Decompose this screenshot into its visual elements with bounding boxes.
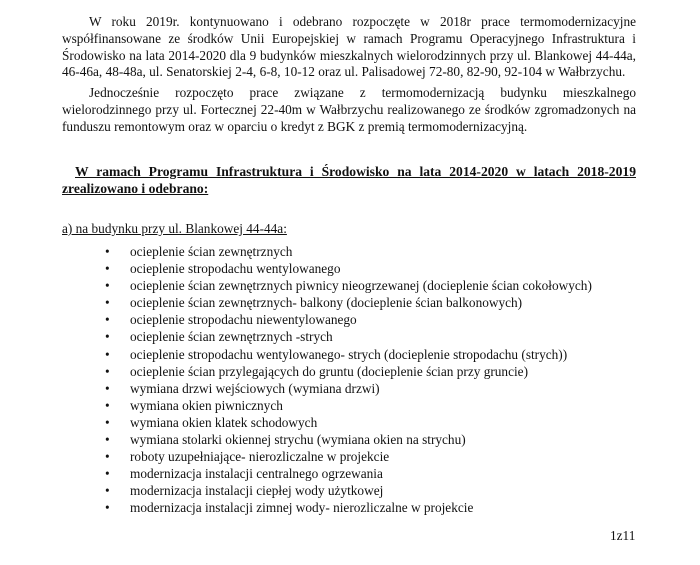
list-item-text: ocieplenie ścian zewnętrznych- balkony (docieplenie ścian balkonowych) xyxy=(130,295,523,311)
list-item-text: ocieplenie ścian zewnętrznych piwnicy nieogrzewanej (docieplenie ścian cokołowych) xyxy=(130,278,592,294)
list-item-text: ocieplenie ścian zewnętrznych xyxy=(130,244,293,259)
list-item-text: wymiana okien klatek schodowych xyxy=(130,414,318,430)
bullet-icon: • xyxy=(105,346,110,362)
list-item-text: ocieplenie ścian przylegających do gruntu (docieplenie ścian przy gruncie) xyxy=(130,363,528,379)
list-item xyxy=(105,328,592,345)
list-item xyxy=(105,243,592,260)
list-item-text: wymiana stolarki okiennej strychu (wymiana okien na strychu) xyxy=(130,432,466,448)
list-item-text: wymiana okien piwnicznych xyxy=(130,397,283,413)
list-item xyxy=(105,346,592,363)
list-item xyxy=(105,380,592,397)
subheading-blankowa: a) na budynku przy ul. Blankowej 44-44a: xyxy=(62,221,287,236)
bullet-icon: • xyxy=(105,278,110,294)
list-item xyxy=(105,482,592,499)
list-item-text: ocieplenie stropodachu wentylowanego- strych (docieplenie stropodachu (strych)) xyxy=(130,346,568,362)
list-item xyxy=(105,465,592,482)
bullet-icon: • xyxy=(105,312,110,328)
bullet-icon: • xyxy=(105,414,110,430)
list-item xyxy=(105,397,592,414)
bullet-icon: • xyxy=(105,261,110,277)
bullet-icon: • xyxy=(105,483,110,499)
bullet-icon: • xyxy=(105,449,110,465)
list-item-text: modernizacja instalacji zimnej wody- nierozliczalne w projekcie xyxy=(130,500,474,516)
bullet-icon: • xyxy=(105,363,110,379)
list-item-text: ocieplenie stropodachu wentylowanego xyxy=(130,261,341,277)
bullet-icon: • xyxy=(105,244,110,259)
work-items-list xyxy=(105,243,592,517)
list-item xyxy=(105,431,592,448)
list-item-text: ocieplenie stropodachu niewentylowanego xyxy=(130,312,357,328)
bullet-icon: • xyxy=(105,329,110,345)
list-item xyxy=(105,414,592,431)
bullet-icon: • xyxy=(105,432,110,448)
list-item-text: roboty uzupełniające- nierozliczalne w projekcie xyxy=(130,449,390,465)
paragraph-intro: W roku 2019r. kontynuowano i odebrano rozpoczęte w 2018r prace termomodernizacyjne współfinansowane ze środków Unii Europejskiej w ramach Programu Operacyjnego Infrastruktura i Środowisko na lata 2014-2020 dla 9 budynków mieszkalnych wielorodzinnych przy ul. Blankowej 44-44a, 46-46a, 48-48a, ul. Senatorskiej 2-4, 6-8, 10-12 oraz ul. Palisadowej 72-80, 82-90, 92-104 w Wałbrzychu. xyxy=(62,14,636,80)
list-item xyxy=(105,448,592,465)
list-item xyxy=(105,499,592,516)
bullet-icon: • xyxy=(105,500,110,516)
bullet-icon: • xyxy=(105,295,110,311)
list-item-text: wymiana drzwi wejściowych (wymiana drzwi) xyxy=(130,380,380,396)
list-item-text: ocieplenie ścian zewnętrznych -strych xyxy=(130,329,333,345)
list-item xyxy=(105,363,592,380)
paragraph-fortress-street: Jednocześnie rozpoczęto prace związane z termomodernizacją budynku mieszkalnego wielorodzinnego przy ul. Fortecznej 22-40m w Wałbrzychu realizowanego ze środków zgromadzonych na funduszu remontowym oraz w oparciu o kredyt z BGK z premią termomodernizacyjną. xyxy=(62,85,636,134)
list-item xyxy=(105,260,592,277)
bullet-icon: • xyxy=(105,397,110,413)
list-item-text: modernizacja instalacji ciepłej wody użytkowej xyxy=(130,483,384,499)
bullet-icon: • xyxy=(105,466,110,482)
bullet-icon: • xyxy=(105,380,110,396)
list-item-text: modernizacja instalacji centralnego ogrzewania xyxy=(130,466,383,482)
section-heading: W ramach Programu Infrastruktura i Środowisko na lata 2014-2020 w latach 2018-2019 zrealizowano i odebrano: xyxy=(62,164,636,196)
list-item xyxy=(105,277,592,294)
page-number: 1z11 xyxy=(610,528,636,543)
list-item xyxy=(105,311,592,328)
list-item xyxy=(105,294,592,311)
